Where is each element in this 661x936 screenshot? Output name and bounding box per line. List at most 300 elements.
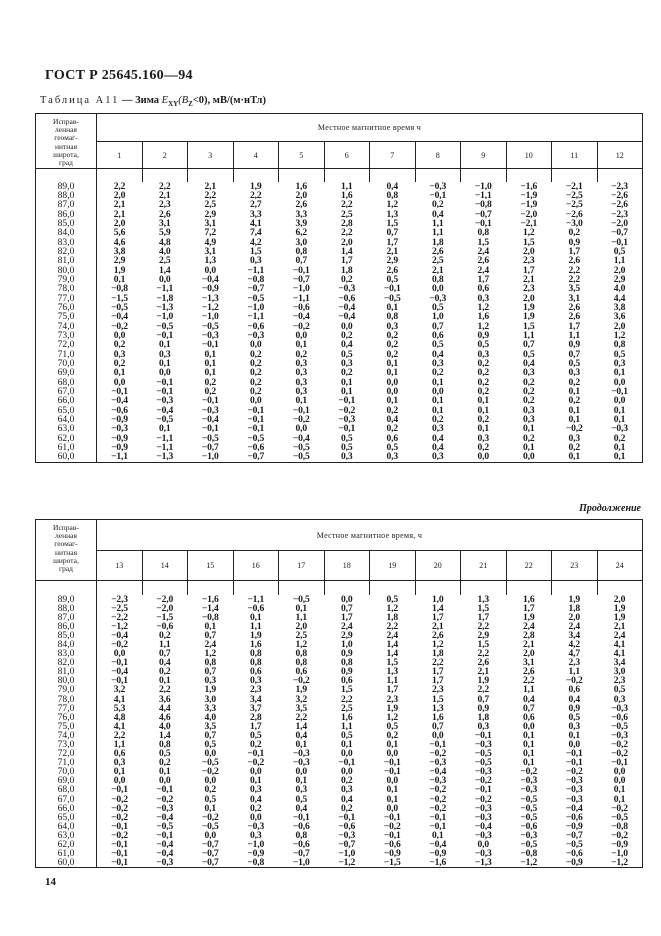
value-cell: 1,1 (568, 330, 580, 341)
data-table-hours-1-12 (35, 113, 643, 463)
value-cell: 0,8 (204, 657, 216, 669)
value-cell: 0,0 (341, 593, 353, 605)
value-cell: 0,5 (597, 350, 643, 359)
value-cell: −0,9 (429, 848, 447, 860)
value-cell: 0,7 (477, 693, 489, 705)
value-cell: −0,2 (338, 404, 356, 416)
value-cell: −0,9 (201, 283, 219, 295)
header-row (36, 114, 643, 142)
value-cell: −0,4 (292, 311, 310, 323)
value-cell: −0,2 (429, 748, 447, 760)
value-cell: 2,9 (341, 629, 353, 641)
value-cell: 0,2 (341, 330, 353, 341)
value-cell: 0,3 (523, 414, 535, 426)
value-cell: −0,2 (597, 804, 643, 813)
value-cell: −1,1 (156, 283, 174, 295)
value-cell: 3,3 (204, 702, 216, 714)
value-cell: 2,9 (386, 255, 398, 267)
hour-header: 9 (461, 142, 507, 169)
value-cell: 0,7 (204, 729, 216, 741)
value-cell: 0,2 (523, 386, 535, 398)
value-cell: 0,3 (250, 784, 262, 796)
value-cell: −0,3 (597, 731, 643, 740)
value-cell: −1,2 (597, 858, 643, 868)
value-cell: −0,3 (429, 292, 447, 304)
value-cell: −0,7 (201, 442, 219, 454)
hour-header: 23 (552, 551, 598, 581)
spacer-cell (415, 581, 461, 595)
value-cell: 0,4 (568, 693, 580, 705)
value-cell: 0,1 (204, 802, 216, 814)
value-cell: 2,6 (477, 657, 489, 669)
spacer-cell (370, 581, 416, 595)
value-cell: 2,6 (386, 264, 398, 276)
value-cell: −2,6 (597, 200, 643, 209)
value-cell: 0,1 (341, 376, 353, 388)
value-cell: 1,9 (523, 311, 535, 323)
value-cell: 1,5 (250, 245, 262, 257)
value-cell: −0,7 (292, 848, 310, 860)
value-cell: 0,3 (597, 359, 643, 368)
value-cell: 0,0 (597, 767, 643, 776)
value-cell: 1,6 (250, 638, 262, 650)
value-cell: 0,1 (386, 739, 398, 750)
hour-header: 8 (415, 142, 461, 169)
value-cell: −0,3 (474, 739, 492, 750)
value-cell: 0,1 (477, 395, 489, 407)
value-cell: 2,3 (568, 657, 580, 669)
latitude-cell: 72,0 (36, 749, 97, 758)
latitude-cell: 86,0 (36, 622, 97, 631)
latitude-cell: 68,0 (36, 378, 97, 387)
table-row (36, 331, 643, 340)
hour-header: 3 (188, 142, 234, 169)
spacer-cell (36, 169, 97, 182)
value-cell: 0,2 (523, 395, 535, 407)
value-cell: −1,5 (370, 858, 416, 868)
value-cell: 4,1 (597, 640, 643, 649)
value-cell: −0,8 (247, 273, 265, 285)
value-cell: 0,1 (113, 273, 126, 285)
value-cell: 1,9 (597, 604, 643, 613)
value-cell: −1,2 (111, 620, 128, 632)
value-cell: 0,1 (295, 739, 307, 750)
value-cell: −0,1 (597, 758, 643, 767)
value-cell: −1,5 (111, 292, 128, 304)
value-cell: 0,8 (250, 657, 262, 669)
latitude-cell: 66,0 (36, 804, 97, 813)
value-cell: 0,5 (432, 339, 444, 351)
value-cell: −0,2 (111, 320, 128, 332)
latitude-cell: 74,0 (36, 731, 97, 740)
value-cell: 0,9 (341, 666, 353, 678)
value-cell: 0,6 (341, 675, 353, 687)
value-cell: 2,3 (523, 283, 535, 295)
latitude-cell: 84,0 (36, 228, 97, 237)
value-cell: −0,5 (156, 414, 174, 426)
value-cell: 2,0 (295, 189, 307, 201)
value-cell: −0,6 (520, 820, 538, 832)
value-cell: 2,2 (295, 711, 307, 723)
latitude-cell: 81,0 (36, 667, 97, 676)
value-cell: 0,2 (204, 376, 216, 388)
value-cell: −0,2 (474, 775, 492, 787)
value-cell: −0,3 (520, 784, 538, 796)
value-cell: 3,1 (568, 292, 580, 304)
value-cell: 0,4 (386, 180, 398, 192)
units-label: , мВ/(м·нТл) (207, 95, 266, 106)
value-cell: 0,1 (386, 358, 398, 370)
hour-header: 7 (370, 142, 416, 169)
value-cell: −0,1 (565, 748, 583, 760)
latitude-cell: 87,0 (36, 200, 97, 209)
value-cell: 0,1 (204, 620, 216, 632)
value-cell: 1,7 (523, 602, 535, 614)
value-cell: −0,1 (247, 423, 265, 435)
value-cell: 0,2 (432, 367, 444, 379)
hour-header: 12 (597, 142, 643, 169)
hours-header-row (36, 142, 643, 169)
value-cell: −0,2 (156, 793, 174, 805)
value-cell: 2,6 (568, 301, 580, 313)
value-cell: 4,8 (113, 711, 126, 723)
value-cell: 0,2 (250, 376, 262, 388)
table-row (36, 238, 643, 247)
value-cell: 0,1 (568, 386, 580, 398)
value-cell: −0,1 (201, 395, 219, 407)
value-cell: 1,9 (523, 301, 535, 313)
value-cell: 7,2 (204, 227, 216, 239)
value-cell: −0,3 (565, 784, 583, 796)
latitude-cell: 61,0 (36, 849, 97, 858)
latitude-cell: 68,0 (36, 785, 97, 794)
value-cell: 0,0 (295, 423, 307, 435)
value-cell: 2,2 (477, 684, 489, 696)
value-cell: −1,0 (188, 452, 234, 462)
value-cell: 2,2 (341, 199, 353, 211)
value-cell: 0,8 (432, 273, 444, 285)
value-cell: −0,1 (292, 404, 310, 416)
value-cell: 1,7 (568, 245, 580, 257)
latitude-cell: 77,0 (36, 704, 97, 713)
value-cell: 5,9 (159, 227, 171, 239)
value-cell: 1,7 (477, 611, 489, 623)
value-cell: −0,3 (429, 180, 447, 192)
value-cell: −0,1 (156, 784, 174, 796)
value-cell: 0,6 (250, 666, 262, 678)
value-cell: 0,2 (341, 802, 353, 814)
value-cell: 1,4 (432, 602, 444, 614)
value-cell: 0,7 (523, 339, 535, 351)
table-row (36, 247, 643, 256)
value-cell: 1,5 (477, 236, 489, 248)
value-cell: 0,7 (432, 720, 444, 732)
value-cell: 0,3 (523, 367, 535, 379)
value-cell: 2,0 (295, 620, 307, 632)
value-cell: 2,0 (597, 322, 643, 331)
value-cell: 0,0 (113, 330, 126, 341)
value-cell: 0,9 (568, 236, 580, 248)
value-cell: 0,8 (386, 189, 398, 201)
value-cell: 0,0 (113, 648, 126, 660)
value-cell: 0,6 (113, 748, 126, 760)
value-cell: −0,1 (474, 784, 492, 796)
value-cell: −1,6 (415, 858, 461, 868)
value-cell: 2,5 (341, 208, 353, 220)
value-cell: 0,7 (204, 666, 216, 678)
value-cell: 0,2 (341, 273, 353, 285)
value-cell: −0,1 (597, 238, 643, 247)
value-cell: −0,1 (383, 757, 401, 769)
value-cell: 4,6 (113, 236, 126, 248)
value-cell: 2,2 (204, 189, 216, 201)
value-cell: −0,3 (520, 775, 538, 787)
value-cell: 0,2 (386, 330, 398, 341)
value-cell: −0,6 (597, 713, 643, 722)
value-cell: 1,5 (386, 217, 398, 229)
value-cell: 2,9 (204, 208, 216, 220)
hour-header: 16 (233, 551, 279, 581)
value-cell: 1,2 (386, 711, 398, 723)
value-cell: 1,9 (477, 675, 489, 687)
latitude-cell: 83,0 (36, 238, 97, 247)
value-cell: −0,2 (383, 820, 401, 832)
value-cell: −1,0 (156, 311, 174, 323)
value-cell: 1,4 (295, 720, 307, 732)
value-cell: 1,7 (568, 320, 580, 332)
value-cell: 0,0 (250, 766, 262, 778)
value-cell: 0,3 (370, 452, 416, 462)
value-cell: −0,3 (338, 283, 356, 295)
value-cell: −0,7 (201, 848, 219, 860)
value-cell: −0,6 (383, 839, 401, 851)
spacer-cell (97, 169, 143, 182)
value-cell: −0,8 (520, 848, 538, 860)
value-cell: 0,1 (113, 367, 126, 379)
value-cell: −0,2 (111, 638, 128, 650)
value-cell: 2,1 (523, 638, 535, 650)
table-row (36, 359, 643, 368)
value-cell: 2,0 (523, 648, 535, 660)
value-cell: 0,2 (477, 386, 489, 398)
value-cell: 0,7 (386, 227, 398, 239)
value-cell: 1,1 (341, 720, 353, 732)
value-cell: −0,6 (292, 839, 310, 851)
value-cell: 1,6 (295, 180, 307, 192)
value-cell: 0,1 (250, 611, 262, 623)
value-cell: 0,2 (386, 423, 398, 435)
value-cell: −0,2 (597, 740, 643, 749)
value-cell: 3,0 (597, 667, 643, 676)
value-cell: −0,8 (201, 611, 219, 623)
value-cell: 0,5 (386, 593, 398, 605)
value-cell: 0,6 (477, 283, 489, 295)
latitude-cell: 78,0 (36, 695, 97, 704)
value-cell: 3,6 (159, 693, 171, 705)
value-cell: 0,5 (477, 339, 489, 351)
value-cell: 1,4 (159, 264, 171, 276)
latitude-cell: 73,0 (36, 740, 97, 749)
value-cell: 0,0 (432, 283, 444, 295)
value-cell: 0,3 (295, 376, 307, 388)
value-cell: 1,5 (432, 693, 444, 705)
value-cell: 2,9 (477, 629, 489, 641)
value-cell: 0,0 (386, 802, 398, 814)
value-cell: −1,1 (156, 442, 174, 454)
value-cell: 4,2 (568, 638, 580, 650)
value-cell: 2,2 (386, 620, 398, 632)
value-cell: 2,2 (477, 620, 489, 632)
value-cell: −0,4 (156, 848, 174, 860)
value-cell: 1,0 (432, 593, 444, 605)
value-cell: −0,6 (247, 602, 265, 614)
value-cell: 1,8 (477, 711, 489, 723)
value-cell: −1,0 (247, 301, 265, 313)
latitude-cell: 89,0 (36, 182, 97, 191)
value-cell: 1,3 (204, 255, 216, 267)
value-cell: −0,2 (565, 423, 583, 435)
value-cell: 0,3 (204, 675, 216, 687)
value-cell: 0,1 (341, 386, 353, 398)
spacer-cell (506, 169, 552, 182)
latitude-cell: 86,0 (36, 210, 97, 219)
value-cell: 0,3 (113, 348, 126, 360)
value-cell: 0,1 (159, 339, 171, 351)
hour-header: 20 (415, 551, 461, 581)
value-cell: 0,3 (568, 432, 580, 444)
value-cell: 0,9 (477, 330, 489, 341)
value-cell: 0,2 (250, 386, 262, 398)
latitude-cell: 65,0 (36, 813, 97, 822)
value-cell: 0,2 (159, 757, 171, 769)
value-cell: 2,2 (523, 675, 535, 687)
hour-header: 5 (279, 142, 325, 169)
value-cell: −1,0 (338, 848, 356, 860)
value-cell: 0,8 (295, 829, 307, 841)
value-cell: 0,9 (568, 702, 580, 714)
value-cell: 0,0 (506, 452, 552, 462)
value-cell: 1,7 (341, 611, 353, 623)
value-cell: 1,8 (341, 264, 353, 276)
value-cell: 0,1 (204, 367, 216, 379)
value-cell: 0,5 (386, 273, 398, 285)
value-cell: −0,3 (338, 829, 356, 841)
value-cell: 1,8 (432, 648, 444, 660)
value-cell: −0,5 (520, 802, 538, 814)
value-cell: 1,8 (432, 236, 444, 248)
value-cell: 0,8 (341, 657, 353, 669)
value-cell: 1,5 (477, 602, 489, 614)
value-cell: 2,8 (250, 711, 262, 723)
value-cell: 0,3 (295, 358, 307, 370)
value-cell: 1,7 (477, 273, 489, 285)
value-cell: 2,2 (159, 684, 171, 696)
value-cell: 2,1 (113, 208, 126, 220)
value-cell: −0,4 (156, 404, 174, 416)
value-cell: 0,1 (597, 406, 643, 415)
formula-b: (B (178, 95, 189, 106)
value-cell: 0,0 (295, 330, 307, 341)
value-cell: −1,0 (279, 858, 325, 868)
latitude-cell: 71,0 (36, 350, 97, 359)
value-cell: 1,5 (523, 320, 535, 332)
value-cell: 1,1 (341, 180, 353, 192)
value-cell: −0,5 (201, 820, 219, 832)
value-cell: 2,2 (477, 648, 489, 660)
value-cell: 0,6 (386, 432, 398, 444)
value-cell: 1,6 (477, 311, 489, 323)
value-cell: −0,3 (201, 404, 219, 416)
value-cell: 0,0 (386, 775, 398, 787)
value-cell: −0,5 (292, 442, 310, 454)
latitude-cell: 79,0 (36, 275, 97, 284)
value-cell: 0,0 (341, 320, 353, 332)
value-cell: 1,4 (386, 648, 398, 660)
value-cell: −0,5 (111, 301, 128, 313)
value-cell: 0,2 (386, 404, 398, 416)
value-cell: −1,0 (247, 839, 265, 851)
value-cell: −0,1 (156, 376, 174, 388)
value-cell: 0,0 (204, 775, 216, 787)
value-cell: 3,4 (568, 629, 580, 641)
value-cell: 1,9 (597, 613, 643, 622)
hour-header: 10 (506, 142, 552, 169)
value-cell: −0,5 (597, 722, 643, 731)
value-cell: 2,6 (432, 245, 444, 257)
value-cell: 0,1 (523, 442, 535, 454)
value-cell: 0,6 (568, 684, 580, 696)
value-cell: 0,1 (477, 404, 489, 416)
value-cell: 2,1 (432, 264, 444, 276)
value-cell: 1,9 (204, 684, 216, 696)
value-cell: 0,8 (159, 739, 171, 750)
value-cell: −2,2 (111, 611, 128, 623)
value-cell: 0,2 (386, 339, 398, 351)
value-cell: 0,1 (523, 739, 535, 750)
data-table-hours-13-24 (35, 519, 643, 868)
value-cell: −0,5 (565, 839, 583, 851)
value-cell: 1,4 (386, 638, 398, 650)
value-cell: 3,9 (295, 217, 307, 229)
value-cell: 4,1 (113, 693, 126, 705)
table-row (36, 368, 643, 377)
value-cell: −2,1 (565, 180, 583, 192)
value-cell: 0,2 (597, 434, 643, 443)
value-cell: 0,5 (597, 247, 643, 256)
value-cell: 0,3 (597, 695, 643, 704)
value-cell: −0,3 (597, 424, 643, 433)
value-cell: 2,1 (113, 199, 126, 211)
value-cell: 0,1 (597, 795, 643, 804)
value-cell: −0,4 (156, 839, 174, 851)
value-cell: −0,1 (97, 858, 143, 868)
value-cell: 2,1 (159, 189, 171, 201)
value-cell: 0,0 (386, 748, 398, 760)
latitude-cell: 71,0 (36, 758, 97, 767)
value-cell: −0,5 (597, 813, 643, 822)
value-cell: 0,4 (295, 729, 307, 741)
value-cell: −0,1 (565, 757, 583, 769)
value-cell: 2,2 (250, 189, 262, 201)
value-cell: −0,3 (111, 423, 128, 435)
value-cell: 0,2 (477, 376, 489, 388)
value-cell: −0,4 (429, 766, 447, 778)
value-cell: 1,6 (341, 711, 353, 723)
hour-header: 13 (97, 551, 143, 581)
table-row (36, 228, 643, 237)
value-cell: 2,8 (523, 629, 535, 641)
value-cell: −1,1 (156, 432, 174, 444)
